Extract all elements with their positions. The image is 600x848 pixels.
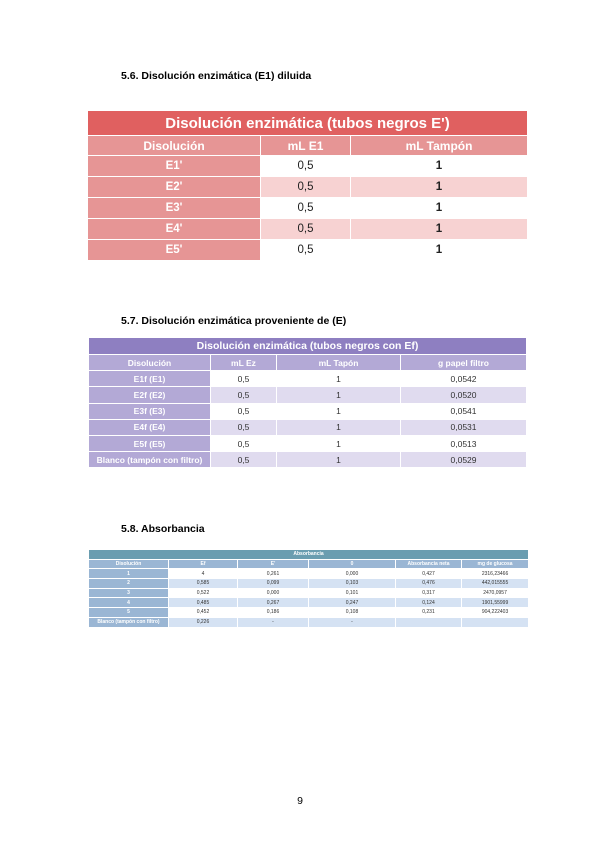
column-header: mg de glucosa <box>462 559 529 569</box>
table-title: Disolución enzimática (tubos negros E') <box>88 111 528 136</box>
table-cell: 0,317 <box>396 588 462 598</box>
row-label: E3f (E3) <box>89 403 211 419</box>
row-label: Blanco (tampón con filtro) <box>89 617 169 627</box>
table-row <box>88 177 528 198</box>
table-cell <box>462 617 529 627</box>
table-cell: 0,108 <box>309 608 396 618</box>
table-row <box>89 419 527 435</box>
column-header: mL Tampón <box>351 136 528 156</box>
section-heading-5-8: 5.8. Absorbancia <box>121 523 205 535</box>
column-header: g papel filtro <box>401 355 527 371</box>
table-cell: 0,476 <box>396 579 462 589</box>
table-cell: 0,5 <box>211 387 277 403</box>
table-cell: 0,5 <box>261 198 351 219</box>
table-cell: 0,0531 <box>401 419 527 435</box>
table-cell: 0,124 <box>396 598 462 608</box>
table-cell: 0,0542 <box>401 371 527 387</box>
table-row <box>89 371 527 387</box>
column-header: mL Tapón <box>277 355 401 371</box>
table-cell: 1 <box>351 219 528 240</box>
table-cell: 0,427 <box>396 569 462 579</box>
table-cell: 0,522 <box>169 588 238 598</box>
table-cell: 0,186 <box>238 608 309 618</box>
table-cell: - <box>309 617 396 627</box>
row-label: E1' <box>88 156 261 177</box>
row-label: E2f (E2) <box>89 387 211 403</box>
table-cell: 0,5 <box>261 219 351 240</box>
table-row <box>88 198 528 219</box>
row-label: 5 <box>89 608 169 618</box>
table-cell: 2316,23466 <box>462 569 529 579</box>
table-cell: 0,5 <box>211 371 277 387</box>
row-label: 4 <box>89 598 169 608</box>
row-label: E1f (E1) <box>89 371 211 387</box>
table-row <box>89 608 529 618</box>
table-cell: 1 <box>277 435 401 451</box>
table-cell: 0,000 <box>238 588 309 598</box>
column-header: 0 <box>309 559 396 569</box>
table-cell: 0,101 <box>309 588 396 598</box>
column-header: Disolución <box>88 136 261 156</box>
table-cell: 0,5 <box>211 403 277 419</box>
table-cell: 0,452 <box>169 608 238 618</box>
row-label: E5' <box>88 240 261 261</box>
table-cell: 1 <box>351 198 528 219</box>
table-cell <box>396 617 462 627</box>
section-heading-5-7: 5.7. Disolución enzimática proveniente de (E) <box>121 315 347 327</box>
table-cell: 0,485 <box>169 598 238 608</box>
column-header: E' <box>238 559 309 569</box>
table-row <box>88 240 528 261</box>
table-row <box>89 579 529 589</box>
table-cell: 0,585 <box>169 579 238 589</box>
table-title: Disolución enzimática (tubos negros con Ef) <box>89 338 527 355</box>
table-row <box>88 156 528 177</box>
table-cell: 0,103 <box>309 579 396 589</box>
table-cell: 2470,0957 <box>462 588 529 598</box>
table-cell: 0,0513 <box>401 435 527 451</box>
column-header: mL E1 <box>261 136 351 156</box>
table-cell: 0,5 <box>261 156 351 177</box>
enzyme-dilution-table <box>87 110 528 261</box>
table-cell: 1 <box>277 419 401 435</box>
table-cell: 1 <box>277 452 401 468</box>
row-label: E4' <box>88 219 261 240</box>
table-cell: 0,0520 <box>401 387 527 403</box>
table-row <box>89 387 527 403</box>
table-cell: 904,222403 <box>462 608 529 618</box>
row-label: 1 <box>89 569 169 579</box>
table-row <box>89 403 527 419</box>
table-cell: 0,5 <box>211 452 277 468</box>
table-cell: 0,5 <box>261 177 351 198</box>
column-header: Ef <box>169 559 238 569</box>
table-title: Absorbancia <box>89 550 529 560</box>
row-label: E4f (E4) <box>89 419 211 435</box>
row-label: E5f (E5) <box>89 435 211 451</box>
table-cell: 0,231 <box>396 608 462 618</box>
table-cell: 0,0529 <box>401 452 527 468</box>
table-row <box>89 452 527 468</box>
page-number: 9 <box>297 795 303 807</box>
row-label: 2 <box>89 579 169 589</box>
table-cell: 0,261 <box>238 569 309 579</box>
column-header: Disolución <box>89 559 169 569</box>
table-row <box>89 588 529 598</box>
table-cell: 0,267 <box>238 598 309 608</box>
table-cell: 1 <box>277 403 401 419</box>
table-cell: 1 <box>277 387 401 403</box>
table-cell: 0,000 <box>309 569 396 579</box>
table-cell: 0,5 <box>211 419 277 435</box>
table-cell: - <box>238 617 309 627</box>
table-row <box>89 598 529 608</box>
table-row <box>88 219 528 240</box>
table-cell: 4 <box>169 569 238 579</box>
table-row <box>89 435 527 451</box>
table-cell: 1 <box>277 371 401 387</box>
column-header: mL Ez <box>211 355 277 371</box>
table-row <box>89 617 529 627</box>
table-cell: 1 <box>351 156 528 177</box>
section-heading-5-6: 5.6. Disolución enzimática (E1) diluida <box>121 70 312 82</box>
enzyme-filter-table <box>88 337 527 468</box>
table-cell: 1901,55999 <box>462 598 529 608</box>
table-cell: 0,0541 <box>401 403 527 419</box>
row-label: E2' <box>88 177 261 198</box>
table-cell: 0,099 <box>238 579 309 589</box>
table-row <box>89 569 529 579</box>
table-cell: 0,247 <box>309 598 396 608</box>
column-header: Disolución <box>89 355 211 371</box>
row-label: 3 <box>89 588 169 598</box>
table-cell: 1 <box>351 240 528 261</box>
row-label: E3' <box>88 198 261 219</box>
table-cell: 0,5 <box>261 240 351 261</box>
table-cell: 442,015555 <box>462 579 529 589</box>
table-cell: 1 <box>351 177 528 198</box>
row-label: Blanco (tampón con filtro) <box>89 452 211 468</box>
column-header: Absorbancia neta <box>396 559 462 569</box>
absorbance-table <box>88 549 529 628</box>
table-cell: 0,226 <box>169 617 238 627</box>
table-cell: 0,5 <box>211 435 277 451</box>
